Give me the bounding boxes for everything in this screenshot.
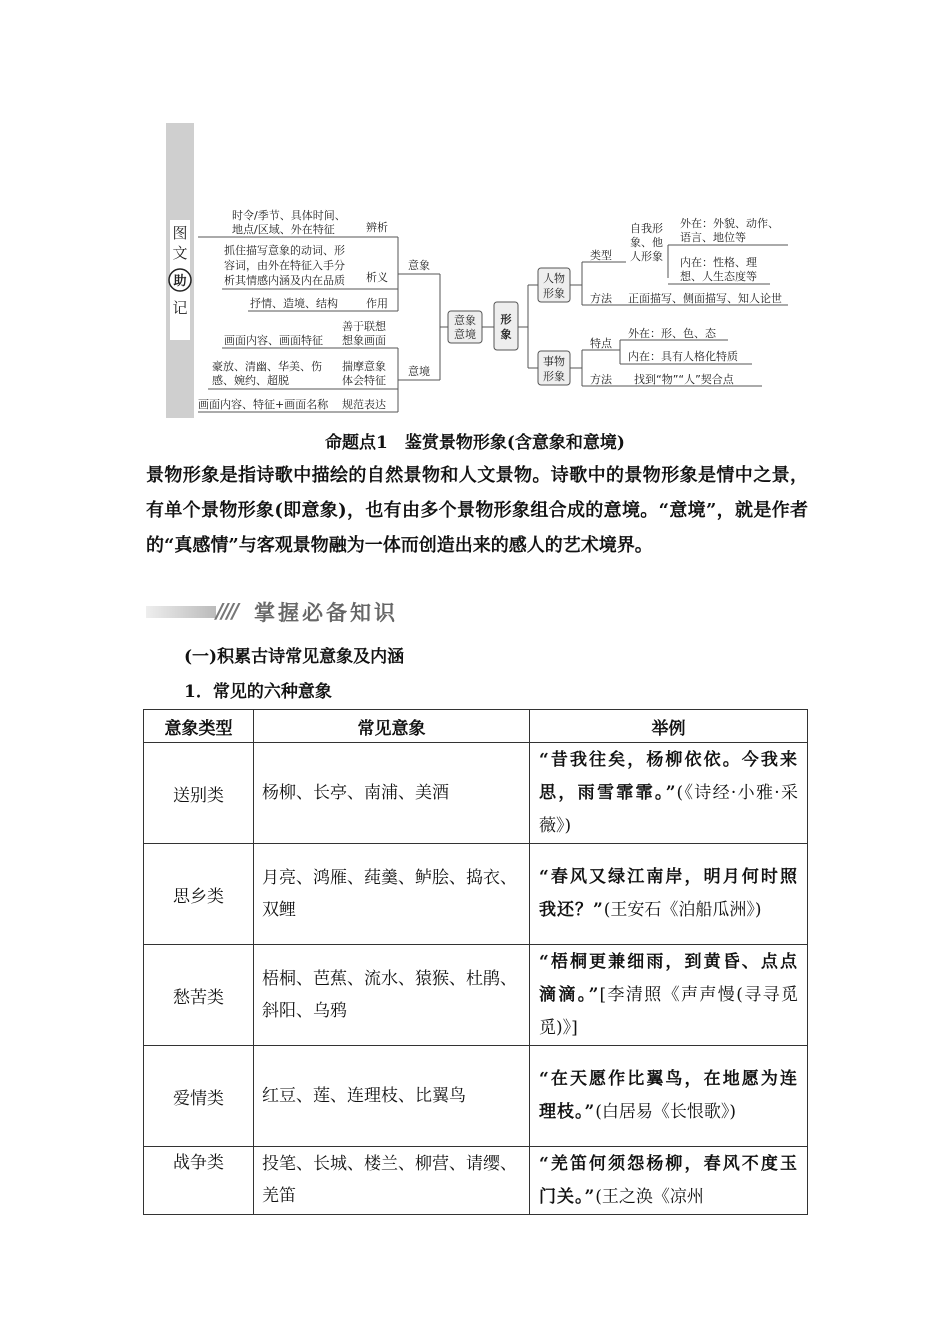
rb-group: 形象 <box>543 370 565 383</box>
lb-row1: 画面内容、画面特征 <box>224 334 323 347</box>
side-char: 图 <box>172 224 188 242</box>
table-row <box>144 945 808 1046</box>
rb-group: 事物 <box>543 355 565 368</box>
mind-map-diagram <box>0 0 950 425</box>
example-quote: “在天愿作比翼鸟，在地愿为连理枝。” <box>539 1069 798 1122</box>
rt-inner: 想、人生态度等 <box>680 270 757 283</box>
lt-row1-line: 时令/季节、具体时间、 <box>232 209 346 222</box>
row-example <box>530 844 808 945</box>
row-type: 思乡类 <box>144 844 254 945</box>
row-example <box>530 743 808 844</box>
row-images: 梧桐、芭蕉、流水、猿猴、杜鹃、斜阳、乌鸦 <box>254 945 530 1046</box>
example-source: (王之涣《凉州 <box>595 1187 704 1207</box>
row-images: 杨柳、长亭、南浦、美酒 <box>254 743 530 844</box>
table-row <box>144 1046 808 1147</box>
lt-group: 意象 <box>408 259 430 272</box>
banner-title: 掌握必备知识 <box>254 601 398 625</box>
table-header: 常见意象 <box>254 710 530 743</box>
intro-paragraph: 景物形象是指诗歌中描绘的自然景物和人文景物。诗歌中的景物形象是情中之景，有单个景物形象(即意象)，也有由多个景物形象组合成的意境。“意境”，就是作者的“真感情”与客观景物融为一体而创造出来的感人的艺术境界。 <box>146 465 808 556</box>
row-example <box>530 945 808 1046</box>
lt-row1-tag: 辨析 <box>366 221 388 234</box>
lb-row2-line: 豪放、清幽、华美、伤 <box>212 360 322 373</box>
lt-row2-tag: 析义 <box>366 271 388 284</box>
row-type: 送别类 <box>144 743 254 844</box>
table-header: 举例 <box>530 710 808 743</box>
example-quote: “梧桐更兼细雨，到黄昏、点点滴滴。” <box>539 951 798 1005</box>
section-title: 命题点1 鉴赏景物形象(含意象和意境) <box>325 433 625 453</box>
center2-line: 象 <box>500 328 512 341</box>
table-row <box>144 743 808 844</box>
table-header-row <box>144 710 808 743</box>
rb-feature-label: 特点 <box>590 337 612 350</box>
lb-row2-tag: 揣摩意象 <box>342 360 386 373</box>
lb-row3-tag: 规范表达 <box>342 398 386 411</box>
lt-row2-line: 抓住描写意象的动词、形 <box>224 244 345 257</box>
rt-method: 正面描写、侧面描写、知人论世 <box>628 292 782 305</box>
rb-method-label: 方法 <box>590 373 612 386</box>
banner-bar <box>146 606 216 618</box>
section-banner <box>146 597 808 627</box>
example-quote: “羌笛何须怨杨柳，春风不度玉门关。” <box>539 1154 798 1207</box>
lt-row3-tag: 作用 <box>366 297 388 310</box>
example-source: (白居易《长恨歌》) <box>595 1102 737 1122</box>
row-images: 月亮、鸿雁、莼羹、鲈脍、捣衣、双鲤 <box>254 844 530 945</box>
imagery-table <box>143 709 808 1215</box>
rt-self: 人形象 <box>630 250 663 263</box>
row-example <box>530 1147 808 1215</box>
side-char: 助 <box>173 274 187 289</box>
rt-inner: 内在：性格、理 <box>680 256 757 269</box>
side-char: 文 <box>172 244 188 262</box>
side-char: 记 <box>172 299 188 317</box>
rb-outer: 外在：形、色、态 <box>628 327 716 340</box>
lt-row3: 抒情、造境、结构 <box>250 297 338 310</box>
row-type: 爱情类 <box>144 1046 254 1147</box>
rt-self: 自我形 <box>630 222 663 235</box>
example-quote: “昔我往矣，杨柳依依。今我来思，雨雪霏霏。” <box>539 749 798 803</box>
example-quote: “春风又绿江南岸，明月何时照我还？” <box>539 867 798 920</box>
row-images: 红豆、莲、连理枝、比翼鸟 <box>254 1046 530 1147</box>
center1-line: 意象 <box>454 314 476 327</box>
lt-row2-line: 析其情感内涵及内在品质 <box>224 274 345 287</box>
table-row <box>144 1147 808 1215</box>
row-images: 投笔、长城、楼兰、柳营、请缨、羌笛 <box>254 1147 530 1215</box>
table-row <box>144 844 808 945</box>
lb-row2-line: 感、婉约、超脱 <box>212 374 289 387</box>
example-source: (王安石《泊船瓜洲》) <box>603 900 762 920</box>
lt-row2-line: 容词，由外在特征入手分 <box>224 259 345 272</box>
lt-row1-line: 地点/区域、外在特征 <box>232 223 335 236</box>
rt-type-label: 类型 <box>590 249 612 262</box>
rb-method: 找到“物”“人”契合点 <box>634 373 734 386</box>
lb-row2-tag: 体会特征 <box>342 374 386 387</box>
side-label-strip <box>166 123 194 418</box>
lb-row1-tag: 善于联想 <box>342 320 386 333</box>
subheading-2: 1．常见的六种意象 <box>184 682 332 702</box>
lb-row3: 画面内容、特征+画面名称 <box>198 398 329 411</box>
lb-group: 意境 <box>408 365 430 378</box>
row-type: 愁苦类 <box>144 945 254 1046</box>
rt-outer: 语言、地位等 <box>680 231 746 244</box>
example-source: (《诗经·小雅·采薇》) <box>539 782 798 836</box>
banner-slashes: //// <box>216 599 238 623</box>
rt-outer: 外在：外貌、动作、 <box>680 217 779 230</box>
center1-line: 意境 <box>454 328 476 341</box>
row-example <box>530 1046 808 1147</box>
example-source: [李清照《声声慢(寻寻觅觅)》] <box>539 984 799 1038</box>
row-type: 战争类 <box>144 1147 254 1215</box>
rt-group: 形象 <box>543 287 565 300</box>
rt-group: 人物 <box>543 272 565 285</box>
rt-method-label: 方法 <box>590 292 612 305</box>
rt-self: 象、他 <box>630 236 663 249</box>
center2-line: 形 <box>500 313 512 326</box>
table-header: 意象类型 <box>144 710 254 743</box>
lb-row1-tag: 想象画面 <box>342 334 386 347</box>
rb-inner: 内在：具有人格化特质 <box>628 350 738 363</box>
subheading-1: (一)积累古诗常见意象及内涵 <box>184 647 405 667</box>
